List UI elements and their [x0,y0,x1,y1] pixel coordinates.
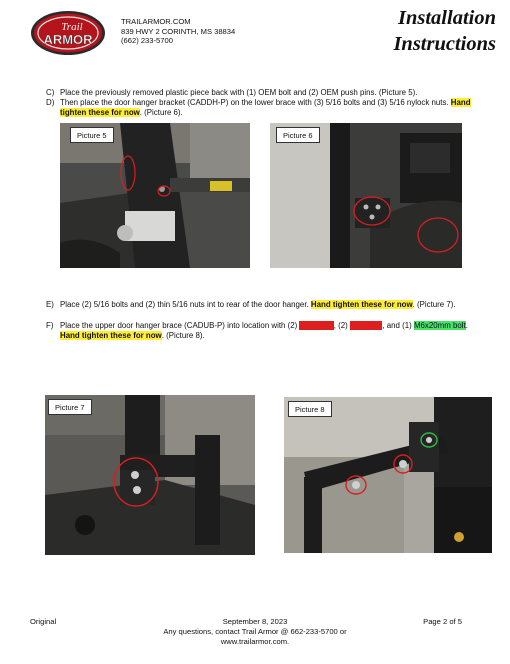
picture-6-photo [270,123,462,268]
footer-date: September 8, 2023 [222,617,288,626]
step-text: Then place the door hanger bracket (CADDH-P) on the lower brace with (3) 5/16 bolts and (3) 5/16 nylock nuts. Hand tighten these for now. (Picture 6). [60,98,471,117]
step-letter: C) [46,88,55,97]
red-highlight-bolts: 5/16 bolts [299,321,334,330]
step-e [46,300,486,310]
title-line-2: Instructions [393,33,496,55]
hand-tighten-highlight: Hand tighten these for now [310,300,413,309]
red-highlight-nuts: 5/16 nuts [349,321,383,330]
step-letter: F) [46,321,54,330]
step-letter: E) [46,300,54,309]
footer-contact-line: Any questions, contact Trail Armor @ 662-233-5700 or [163,627,347,636]
green-highlight-bolt: M6x20mm bolt [413,321,466,330]
step-c [46,88,486,98]
picture-7-label: Picture 7 [48,399,92,415]
page-title [393,5,496,57]
logo-text-top: Trail [61,21,83,33]
company-info [121,17,235,46]
picture-5-photo [60,123,250,268]
picture-8-photo [284,397,492,553]
company-url: TRAILARMOR.COM [121,17,191,26]
step-text: Place (2) 5/16 bolts and (2) thin 5/16 nuts int to rear of the door hanger. Hand tighten these for now. (Picture 7). [60,300,456,309]
step-letter: D) [46,98,55,107]
page-number: Page 2 of 5 [423,617,462,626]
step-f [46,321,486,341]
step-text: Place the upper door hanger brace (CADUB-P) into location with (2) 5/16 bolts, (2) 5/16 nuts, and (1) M6x20mm bolt. Hand tighten these for now. (Picture 8). [60,321,468,340]
hand-tighten-highlight: Hand tighten these for now [60,331,162,340]
step-d [46,98,486,118]
footer-original: Original [30,617,57,626]
footer-website: www.trailarmor.com. [220,637,290,646]
company-address: 839 HWY 2 CORINTH, MS 38834 [121,26,236,36]
step-text: Place the previously removed plastic piece back with (1) OEM bolt and (2) OEM push pins. (Picture 5). [60,88,418,97]
company-phone: (662) 233-5700 [121,36,173,46]
logo-text-bottom: ARMOR [43,32,93,47]
hand-tighten-highlight: Hand tighten these for now [60,98,471,117]
picture-5-label: Picture 5 [70,127,114,143]
title-line-1: Installation [398,7,496,29]
picture-7-photo [45,395,255,555]
picture-6-label: Picture 6 [276,127,320,143]
picture-8-label: Picture 8 [288,401,332,417]
trail-armor-logo [30,10,106,56]
